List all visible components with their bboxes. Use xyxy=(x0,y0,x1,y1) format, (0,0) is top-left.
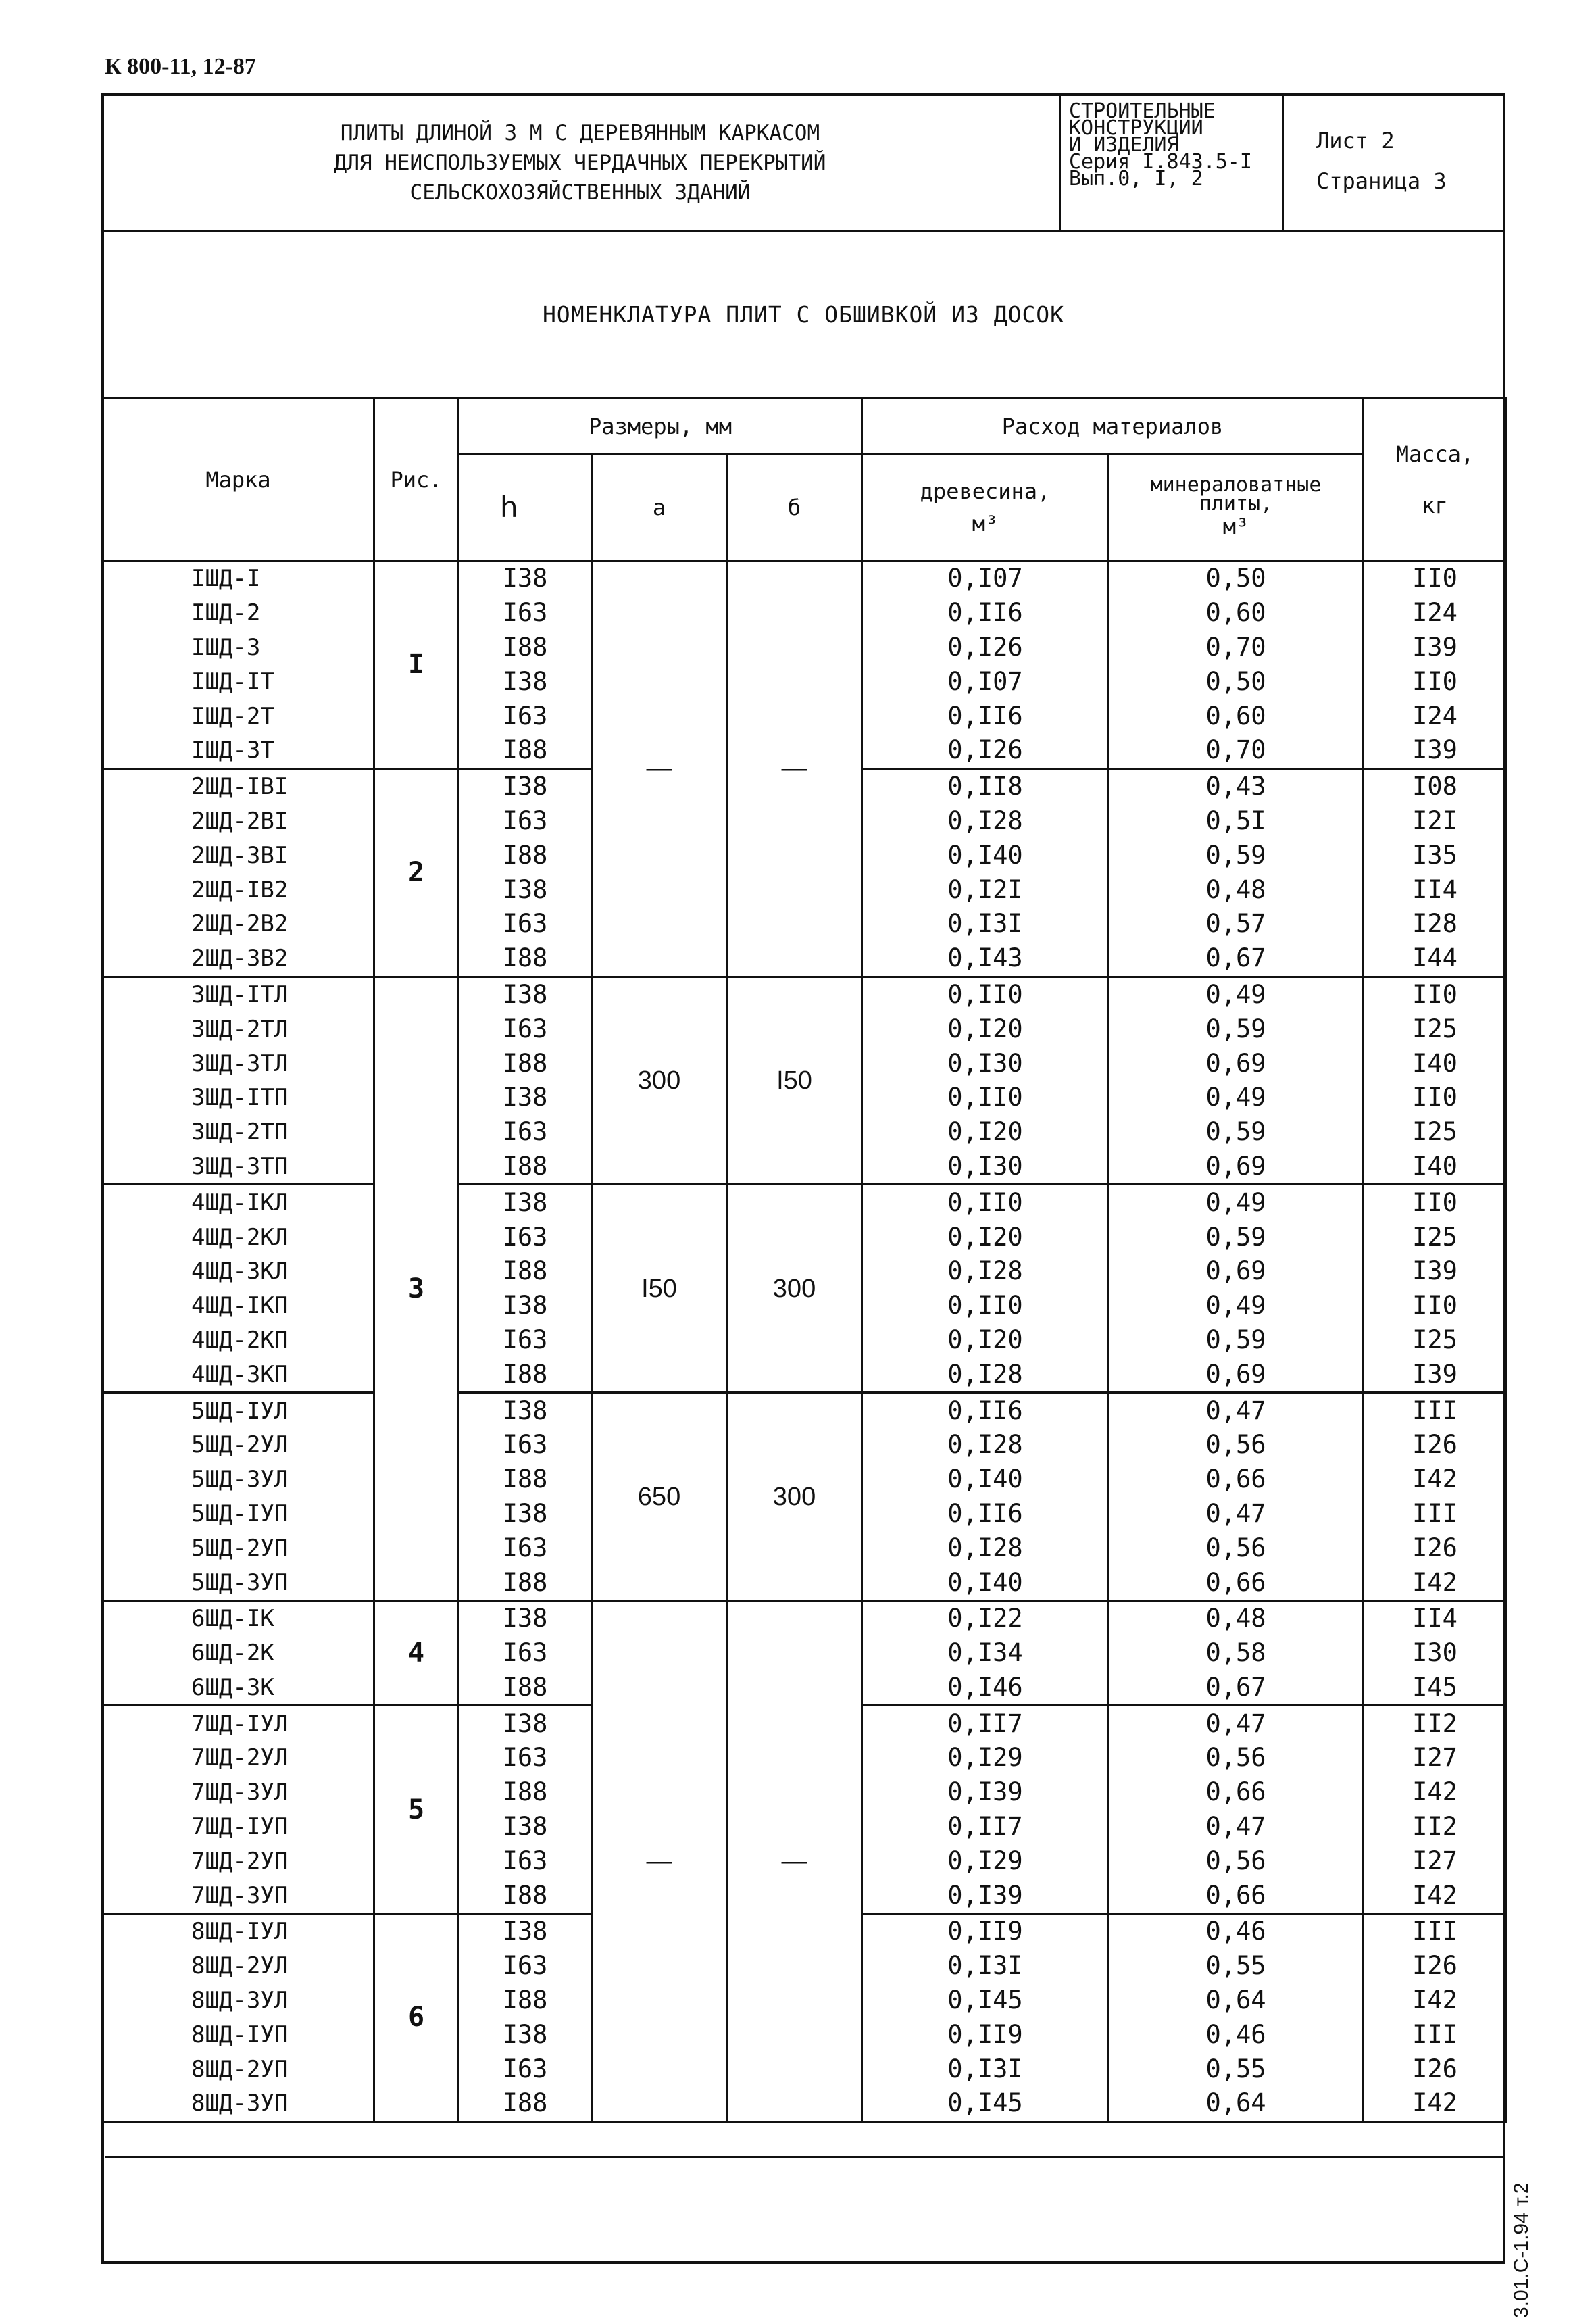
cell-marka: 3ШД-3ТП xyxy=(103,1150,374,1185)
cell-marka: 3ШД-2ТЛ xyxy=(103,1012,374,1046)
cell-h: I63 xyxy=(459,1220,592,1254)
cell-h: I63 xyxy=(459,1428,592,1462)
cell-marka: 8ШД-3УП xyxy=(103,2086,374,2121)
col-b: б xyxy=(727,454,862,561)
col-sizes: Размеры, мм xyxy=(459,399,862,454)
cell-wood: 0,I20 xyxy=(862,1220,1109,1254)
cell-mass: I45 xyxy=(1364,1671,1507,1706)
cell-mass: I42 xyxy=(1364,1878,1507,1913)
cell-mass: II0 xyxy=(1364,1289,1507,1323)
table-row xyxy=(103,1600,1507,1635)
cell-wood: 0,I39 xyxy=(862,1775,1109,1810)
cell-marka: IШД-IТ xyxy=(103,664,374,699)
cell-mineral: 0,69 xyxy=(1109,1357,1364,1392)
cell-marka: IШД-2Т xyxy=(103,699,374,733)
cell-marka: IШД-3 xyxy=(103,631,374,665)
cell-mineral: 0,47 xyxy=(1109,1497,1364,1531)
cell-marka: 7ШД-2УЛ xyxy=(103,1741,374,1775)
cell-h: I88 xyxy=(459,1671,592,1706)
cell-mass: II0 xyxy=(1364,664,1507,699)
cell-h: I63 xyxy=(459,596,592,631)
cell-mass: I35 xyxy=(1364,838,1507,872)
cell-mass: I25 xyxy=(1364,1115,1507,1150)
wood-unit: м³ xyxy=(972,510,999,537)
cell-mineral: 0,59 xyxy=(1109,1115,1364,1150)
cell-mass: I42 xyxy=(1364,1775,1507,1810)
cell-wood: 0,II7 xyxy=(862,1706,1109,1741)
cell-mass: I28 xyxy=(1364,907,1507,941)
cell-mass: I39 xyxy=(1364,1357,1507,1392)
cell-mass: I42 xyxy=(1364,1983,1507,2018)
sheet-block xyxy=(1284,93,1505,232)
cell-wood: 0,I20 xyxy=(862,1323,1109,1358)
cell-mass: II0 xyxy=(1364,977,1507,1012)
cell-marka: 3ШД-IТЛ xyxy=(103,977,374,1012)
cell-marka: 2ШД-3В2 xyxy=(103,941,374,977)
cell-h: I88 xyxy=(459,1046,592,1081)
cell-b: — xyxy=(727,561,862,977)
cell-mass: I30 xyxy=(1364,1636,1507,1671)
cell-mineral: 0,67 xyxy=(1109,941,1364,977)
cell-h: I38 xyxy=(459,1393,592,1428)
cell-wood: 0,I28 xyxy=(862,1428,1109,1462)
cell-marka: 8ШД-IУЛ xyxy=(103,1914,374,1949)
cell-wood: 0,I28 xyxy=(862,1254,1109,1289)
cell-wood: 0,I30 xyxy=(862,1150,1109,1185)
cell-b: 300 xyxy=(727,1393,862,1601)
cell-mass: I27 xyxy=(1364,1741,1507,1775)
cell-mass: II0 xyxy=(1364,561,1507,596)
cell-h: I63 xyxy=(459,907,592,941)
cell-marka: 4ШД-3КП xyxy=(103,1357,374,1392)
title-block xyxy=(101,93,1061,232)
cell-b: — xyxy=(727,1600,862,2121)
cell-marka: 5ШД-IУЛ xyxy=(103,1393,374,1428)
series-line: Вып.0, I, 2 xyxy=(1069,167,1203,191)
col-a: а xyxy=(592,454,727,561)
cell-mass: II0 xyxy=(1364,1185,1507,1220)
cell-mineral: 0,47 xyxy=(1109,1810,1364,1844)
cell-mass: II4 xyxy=(1364,1600,1507,1635)
cell-wood: 0,II9 xyxy=(862,1914,1109,1949)
cell-marka: 5ШД-3УП xyxy=(103,1565,374,1600)
cell-mass: III xyxy=(1364,1497,1507,1531)
cell-h: I88 xyxy=(459,1357,592,1392)
cell-mineral: 0,66 xyxy=(1109,1878,1364,1913)
cell-wood: 0,I28 xyxy=(862,1357,1109,1392)
cell-h: I63 xyxy=(459,804,592,839)
cell-marka: 2ШД-IВI xyxy=(103,768,374,804)
cell-wood: 0,II6 xyxy=(862,699,1109,733)
cell-mass: I26 xyxy=(1364,1949,1507,1983)
cell-marka: 3ШД-IТП xyxy=(103,1081,374,1115)
cell-wood: 0,I30 xyxy=(862,1046,1109,1081)
cell-h: I38 xyxy=(459,1185,592,1220)
cell-h: I88 xyxy=(459,1878,592,1913)
col-mineral xyxy=(1109,454,1364,561)
cell-h: I38 xyxy=(459,872,592,907)
table-row xyxy=(103,1185,1507,1220)
cell-marka: 5ШД-2УЛ xyxy=(103,1428,374,1462)
cell-mass: I44 xyxy=(1364,941,1507,977)
cell-mineral: 0,56 xyxy=(1109,1428,1364,1462)
cell-mineral: 0,49 xyxy=(1109,1289,1364,1323)
cell-ris: I xyxy=(374,561,459,769)
cell-h: I38 xyxy=(459,561,592,596)
page-title: НОМЕНКЛАТУРА ПЛИТ С ОБШИВКОЙ ИЗ ДОСОК xyxy=(542,301,1065,328)
cell-wood: 0,II9 xyxy=(862,2017,1109,2052)
cell-a: 300 xyxy=(592,977,727,1185)
cell-mineral: 0,59 xyxy=(1109,1012,1364,1046)
cell-wood: 0,I40 xyxy=(862,1462,1109,1497)
cell-wood: 0,I28 xyxy=(862,804,1109,839)
cell-marka: IШД-2 xyxy=(103,596,374,631)
cell-mass: I42 xyxy=(1364,1565,1507,1600)
series-line: И ИЗДЕЛИЯ xyxy=(1069,133,1179,157)
mineral-label: минераловатные плиты, xyxy=(1150,472,1322,516)
cell-h: I38 xyxy=(459,768,592,804)
col-materials: Расход материалов xyxy=(862,399,1364,454)
title-line: ДЛЯ НЕИСПОЛЬЗУЕМЫХ ЧЕРДАЧНЫХ ПЕРЕКРЫТИЙ xyxy=(334,150,826,175)
mineral-unit: м³ xyxy=(1222,513,1249,539)
cell-marka: 6ШД-IК xyxy=(103,1600,374,1635)
cell-wood: 0,I26 xyxy=(862,733,1109,768)
cell-ris: 3 xyxy=(374,977,459,1600)
document-code: К 800-11, 12-87 xyxy=(105,54,256,79)
cell-marka: 7ШД-IУЛ xyxy=(103,1706,374,1741)
cell-mass: I40 xyxy=(1364,1150,1507,1185)
cell-h: I63 xyxy=(459,1531,592,1565)
series-block xyxy=(1061,93,1284,232)
cell-ris: 5 xyxy=(374,1706,459,1914)
cell-mass: II4 xyxy=(1364,872,1507,907)
cell-h: I63 xyxy=(459,2052,592,2086)
cell-mineral: 0,5I xyxy=(1109,804,1364,839)
nomenclature-table-wrap xyxy=(101,397,1507,2123)
cell-wood: 0,I29 xyxy=(862,1741,1109,1775)
cell-wood: 0,I07 xyxy=(862,664,1109,699)
cell-h: I88 xyxy=(459,733,592,768)
cell-marka: IШД-3Т xyxy=(103,733,374,768)
cell-wood: 0,I3I xyxy=(862,1949,1109,1983)
cell-h: I63 xyxy=(459,1323,592,1358)
cell-b: I50 xyxy=(727,977,862,1185)
cell-mineral: 0,55 xyxy=(1109,1949,1364,1983)
cell-h: I88 xyxy=(459,1254,592,1289)
table-row xyxy=(103,1393,1507,1428)
bottom-divider xyxy=(105,2156,1503,2158)
cell-h: I63 xyxy=(459,1844,592,1878)
cell-wood: 0,I3I xyxy=(862,907,1109,941)
cell-wood: 0,I29 xyxy=(862,1844,1109,1878)
cell-mineral: 0,58 xyxy=(1109,1636,1364,1671)
cell-h: I63 xyxy=(459,1949,592,1983)
cell-mass: III xyxy=(1364,1914,1507,1949)
cell-marka: 7ШД-3УЛ xyxy=(103,1775,374,1810)
cell-h: I88 xyxy=(459,2086,592,2121)
cell-marka: 2ШД-IВ2 xyxy=(103,872,374,907)
cell-wood: 0,II0 xyxy=(862,1289,1109,1323)
cell-marka: 8ШД-IУП xyxy=(103,2017,374,2052)
cell-h: I63 xyxy=(459,699,592,733)
cell-marka: 7ШД-2УП xyxy=(103,1844,374,1878)
cell-mass: I08 xyxy=(1364,768,1507,804)
cell-wood: 0,I07 xyxy=(862,561,1109,596)
cell-mineral: 0,60 xyxy=(1109,596,1364,631)
cell-mineral: 0,70 xyxy=(1109,733,1364,768)
cell-marka: 4ШД-2КЛ xyxy=(103,1220,374,1254)
cell-wood: 0,II0 xyxy=(862,977,1109,1012)
cell-mineral: 0,66 xyxy=(1109,1462,1364,1497)
cell-mass: III xyxy=(1364,2017,1507,2052)
cell-mass: I39 xyxy=(1364,733,1507,768)
cell-h: I88 xyxy=(459,941,592,977)
cell-wood: 0,I46 xyxy=(862,1671,1109,1706)
cell-mass: II2 xyxy=(1364,1706,1507,1741)
cell-wood: 0,I22 xyxy=(862,1600,1109,1635)
cell-a: 650 xyxy=(592,1393,727,1601)
table-row xyxy=(103,561,1507,596)
series-line: КОНСТРУКЦИИ xyxy=(1069,116,1203,140)
cell-mass: I26 xyxy=(1364,1531,1507,1565)
cell-wood: 0,I2I xyxy=(862,872,1109,907)
cell-mineral: 0,64 xyxy=(1109,1983,1364,2018)
cell-marka: 5ШД-3УЛ xyxy=(103,1462,374,1497)
cell-marka: 6ШД-3К xyxy=(103,1671,374,1706)
cell-mineral: 0,50 xyxy=(1109,561,1364,596)
cell-h: I88 xyxy=(459,631,592,665)
table-body xyxy=(103,561,1507,2122)
cell-mineral: 0,48 xyxy=(1109,872,1364,907)
cell-mineral: 0,49 xyxy=(1109,1185,1364,1220)
cell-h: I38 xyxy=(459,1706,592,1741)
cell-marka: 8ШД-3УЛ xyxy=(103,1983,374,2018)
mass-label: Масса, xyxy=(1395,441,1474,467)
cell-marka: 3ШД-2ТП xyxy=(103,1115,374,1150)
cell-mass: I40 xyxy=(1364,1046,1507,1081)
cell-marka: 6ШД-2К xyxy=(103,1636,374,1671)
cell-h: I63 xyxy=(459,1012,592,1046)
cell-mass: I2I xyxy=(1364,804,1507,839)
cell-wood: 0,I28 xyxy=(862,1531,1109,1565)
col-marka: Марка xyxy=(103,399,374,561)
cell-wood: 0,I45 xyxy=(862,1983,1109,2018)
cell-mineral: 0,47 xyxy=(1109,1706,1364,1741)
cell-h: I88 xyxy=(459,1775,592,1810)
cell-h: I88 xyxy=(459,838,592,872)
cell-mineral: 0,59 xyxy=(1109,838,1364,872)
cell-h: I88 xyxy=(459,1983,592,2018)
cell-mass: II0 xyxy=(1364,1081,1507,1115)
cell-h: I63 xyxy=(459,1115,592,1150)
side-stamp: 3.01.С-1.94 т.2 xyxy=(1510,2182,1532,2318)
cell-mass: I24 xyxy=(1364,699,1507,733)
cell-mass: I42 xyxy=(1364,2086,1507,2121)
cell-mass: I39 xyxy=(1364,1254,1507,1289)
cell-mineral: 0,60 xyxy=(1109,699,1364,733)
cell-ris: 6 xyxy=(374,1914,459,2122)
cell-mass: II2 xyxy=(1364,1810,1507,1844)
cell-marka: 3ШД-3ТЛ xyxy=(103,1046,374,1081)
cell-mass: I26 xyxy=(1364,1428,1507,1462)
cell-mineral: 0,50 xyxy=(1109,664,1364,699)
cell-mass: I25 xyxy=(1364,1220,1507,1254)
cell-marka: 4ШД-IКП xyxy=(103,1289,374,1323)
cell-wood: 0,I26 xyxy=(862,631,1109,665)
cell-mineral: 0,59 xyxy=(1109,1323,1364,1358)
cell-marka: IШД-I xyxy=(103,561,374,596)
title-line: ПЛИТЫ ДЛИНОЙ 3 М С ДЕРЕВЯННЫМ КАРКАСОМ xyxy=(340,120,820,145)
cell-wood: 0,I40 xyxy=(862,1565,1109,1600)
cell-marka: 5ШД-IУП xyxy=(103,1497,374,1531)
cell-marka: 2ШД-2ВI xyxy=(103,804,374,839)
cell-mineral: 0,57 xyxy=(1109,907,1364,941)
col-wood xyxy=(862,454,1109,561)
cell-h: I63 xyxy=(459,1741,592,1775)
cell-h: I38 xyxy=(459,1289,592,1323)
cell-mineral: 0,48 xyxy=(1109,1600,1364,1635)
title-line: СЕЛЬСКОХОЗЯЙСТВЕННЫХ ЗДАНИЙ xyxy=(409,180,751,205)
cell-h: I88 xyxy=(459,1150,592,1185)
cell-mineral: 0,69 xyxy=(1109,1046,1364,1081)
cell-wood: 0,I34 xyxy=(862,1636,1109,1671)
cell-wood: 0,I20 xyxy=(862,1012,1109,1046)
cell-h: I38 xyxy=(459,1497,592,1531)
cell-mineral: 0,46 xyxy=(1109,2017,1364,2052)
cell-a: I50 xyxy=(592,1185,727,1393)
cell-wood: 0,I43 xyxy=(862,941,1109,977)
cell-b: 300 xyxy=(727,1185,862,1393)
cell-mineral: 0,69 xyxy=(1109,1150,1364,1185)
cell-mineral: 0,49 xyxy=(1109,1081,1364,1115)
cell-wood: 0,I45 xyxy=(862,2086,1109,2121)
cell-h: I88 xyxy=(459,1462,592,1497)
cell-a: — xyxy=(592,1600,727,2121)
col-mass xyxy=(1364,399,1507,561)
cell-mass: I25 xyxy=(1364,1012,1507,1046)
cell-wood: 0,I20 xyxy=(862,1115,1109,1150)
cell-mass: I27 xyxy=(1364,1844,1507,1878)
cell-mineral: 0,43 xyxy=(1109,768,1364,804)
cell-h: I63 xyxy=(459,1636,592,1671)
cell-wood: 0,II6 xyxy=(862,1393,1109,1428)
mass-unit: кг xyxy=(1422,492,1448,518)
wood-label: древесина, xyxy=(920,478,1051,504)
cell-wood: 0,II7 xyxy=(862,1810,1109,1844)
cell-marka: 4ШД-3КЛ xyxy=(103,1254,374,1289)
cell-mineral: 0,47 xyxy=(1109,1393,1364,1428)
cell-h: I88 xyxy=(459,1565,592,1600)
sheet-number: Лист 2 xyxy=(1316,128,1395,153)
cell-mineral: 0,66 xyxy=(1109,1775,1364,1810)
cell-mineral: 0,64 xyxy=(1109,2086,1364,2121)
cell-wood: 0,II0 xyxy=(862,1081,1109,1115)
cell-wood: 0,II0 xyxy=(862,1185,1109,1220)
cell-h: I38 xyxy=(459,1810,592,1844)
cell-mineral: 0,67 xyxy=(1109,1671,1364,1706)
cell-mineral: 0,46 xyxy=(1109,1914,1364,1949)
cell-h: I38 xyxy=(459,1914,592,1949)
cell-mass: I39 xyxy=(1364,631,1507,665)
cell-mineral: 0,56 xyxy=(1109,1531,1364,1565)
series-line: Серия I.843.5-I xyxy=(1069,150,1252,174)
cell-ris: 4 xyxy=(374,1600,459,1705)
col-h: h xyxy=(459,454,592,561)
col-ris: Рис. xyxy=(374,399,459,561)
cell-wood: 0,I40 xyxy=(862,838,1109,872)
cell-ris: 2 xyxy=(374,768,459,977)
cell-marka: 5ШД-2УП xyxy=(103,1531,374,1565)
cell-wood: 0,I39 xyxy=(862,1878,1109,1913)
cell-marka: 4ШД-2КП xyxy=(103,1323,374,1358)
series-line: СТРОИТЕЛЬНЫЕ xyxy=(1069,99,1216,123)
cell-mineral: 0,56 xyxy=(1109,1844,1364,1878)
cell-h: I38 xyxy=(459,664,592,699)
cell-marka: 7ШД-3УП xyxy=(103,1878,374,1913)
cell-mass: I24 xyxy=(1364,596,1507,631)
cell-wood: 0,II8 xyxy=(862,768,1109,804)
cell-marka: 7ШД-IУП xyxy=(103,1810,374,1844)
cell-h: I38 xyxy=(459,977,592,1012)
cell-h: I38 xyxy=(459,1081,592,1115)
cell-marka: 8ШД-2УП xyxy=(103,2052,374,2086)
cell-mass: I26 xyxy=(1364,2052,1507,2086)
cell-wood: 0,II6 xyxy=(862,596,1109,631)
cell-mineral: 0,49 xyxy=(1109,977,1364,1012)
cell-mineral: 0,69 xyxy=(1109,1254,1364,1289)
cell-mineral: 0,70 xyxy=(1109,631,1364,665)
cell-h: I38 xyxy=(459,2017,592,2052)
cell-marka: 8ШД-2УЛ xyxy=(103,1949,374,1983)
table-row xyxy=(103,977,1507,1012)
cell-h: I38 xyxy=(459,1600,592,1635)
cell-mass: I25 xyxy=(1364,1323,1507,1358)
cell-marka: 4ШД-IКЛ xyxy=(103,1185,374,1220)
cell-mineral: 0,56 xyxy=(1109,1741,1364,1775)
cell-a: — xyxy=(592,561,727,977)
cell-marka: 2ШД-2В2 xyxy=(103,907,374,941)
cell-mineral: 0,55 xyxy=(1109,2052,1364,2086)
cell-mineral: 0,66 xyxy=(1109,1565,1364,1600)
cell-mass: III xyxy=(1364,1393,1507,1428)
cell-marka: 2ШД-3ВI xyxy=(103,838,374,872)
nomenclature-table xyxy=(101,397,1507,2123)
cell-wood: 0,II6 xyxy=(862,1497,1109,1531)
page-number: Страница 3 xyxy=(1316,168,1447,194)
cell-mineral: 0,59 xyxy=(1109,1220,1364,1254)
cell-wood: 0,I3I xyxy=(862,2052,1109,2086)
cell-mass: I42 xyxy=(1364,1462,1507,1497)
